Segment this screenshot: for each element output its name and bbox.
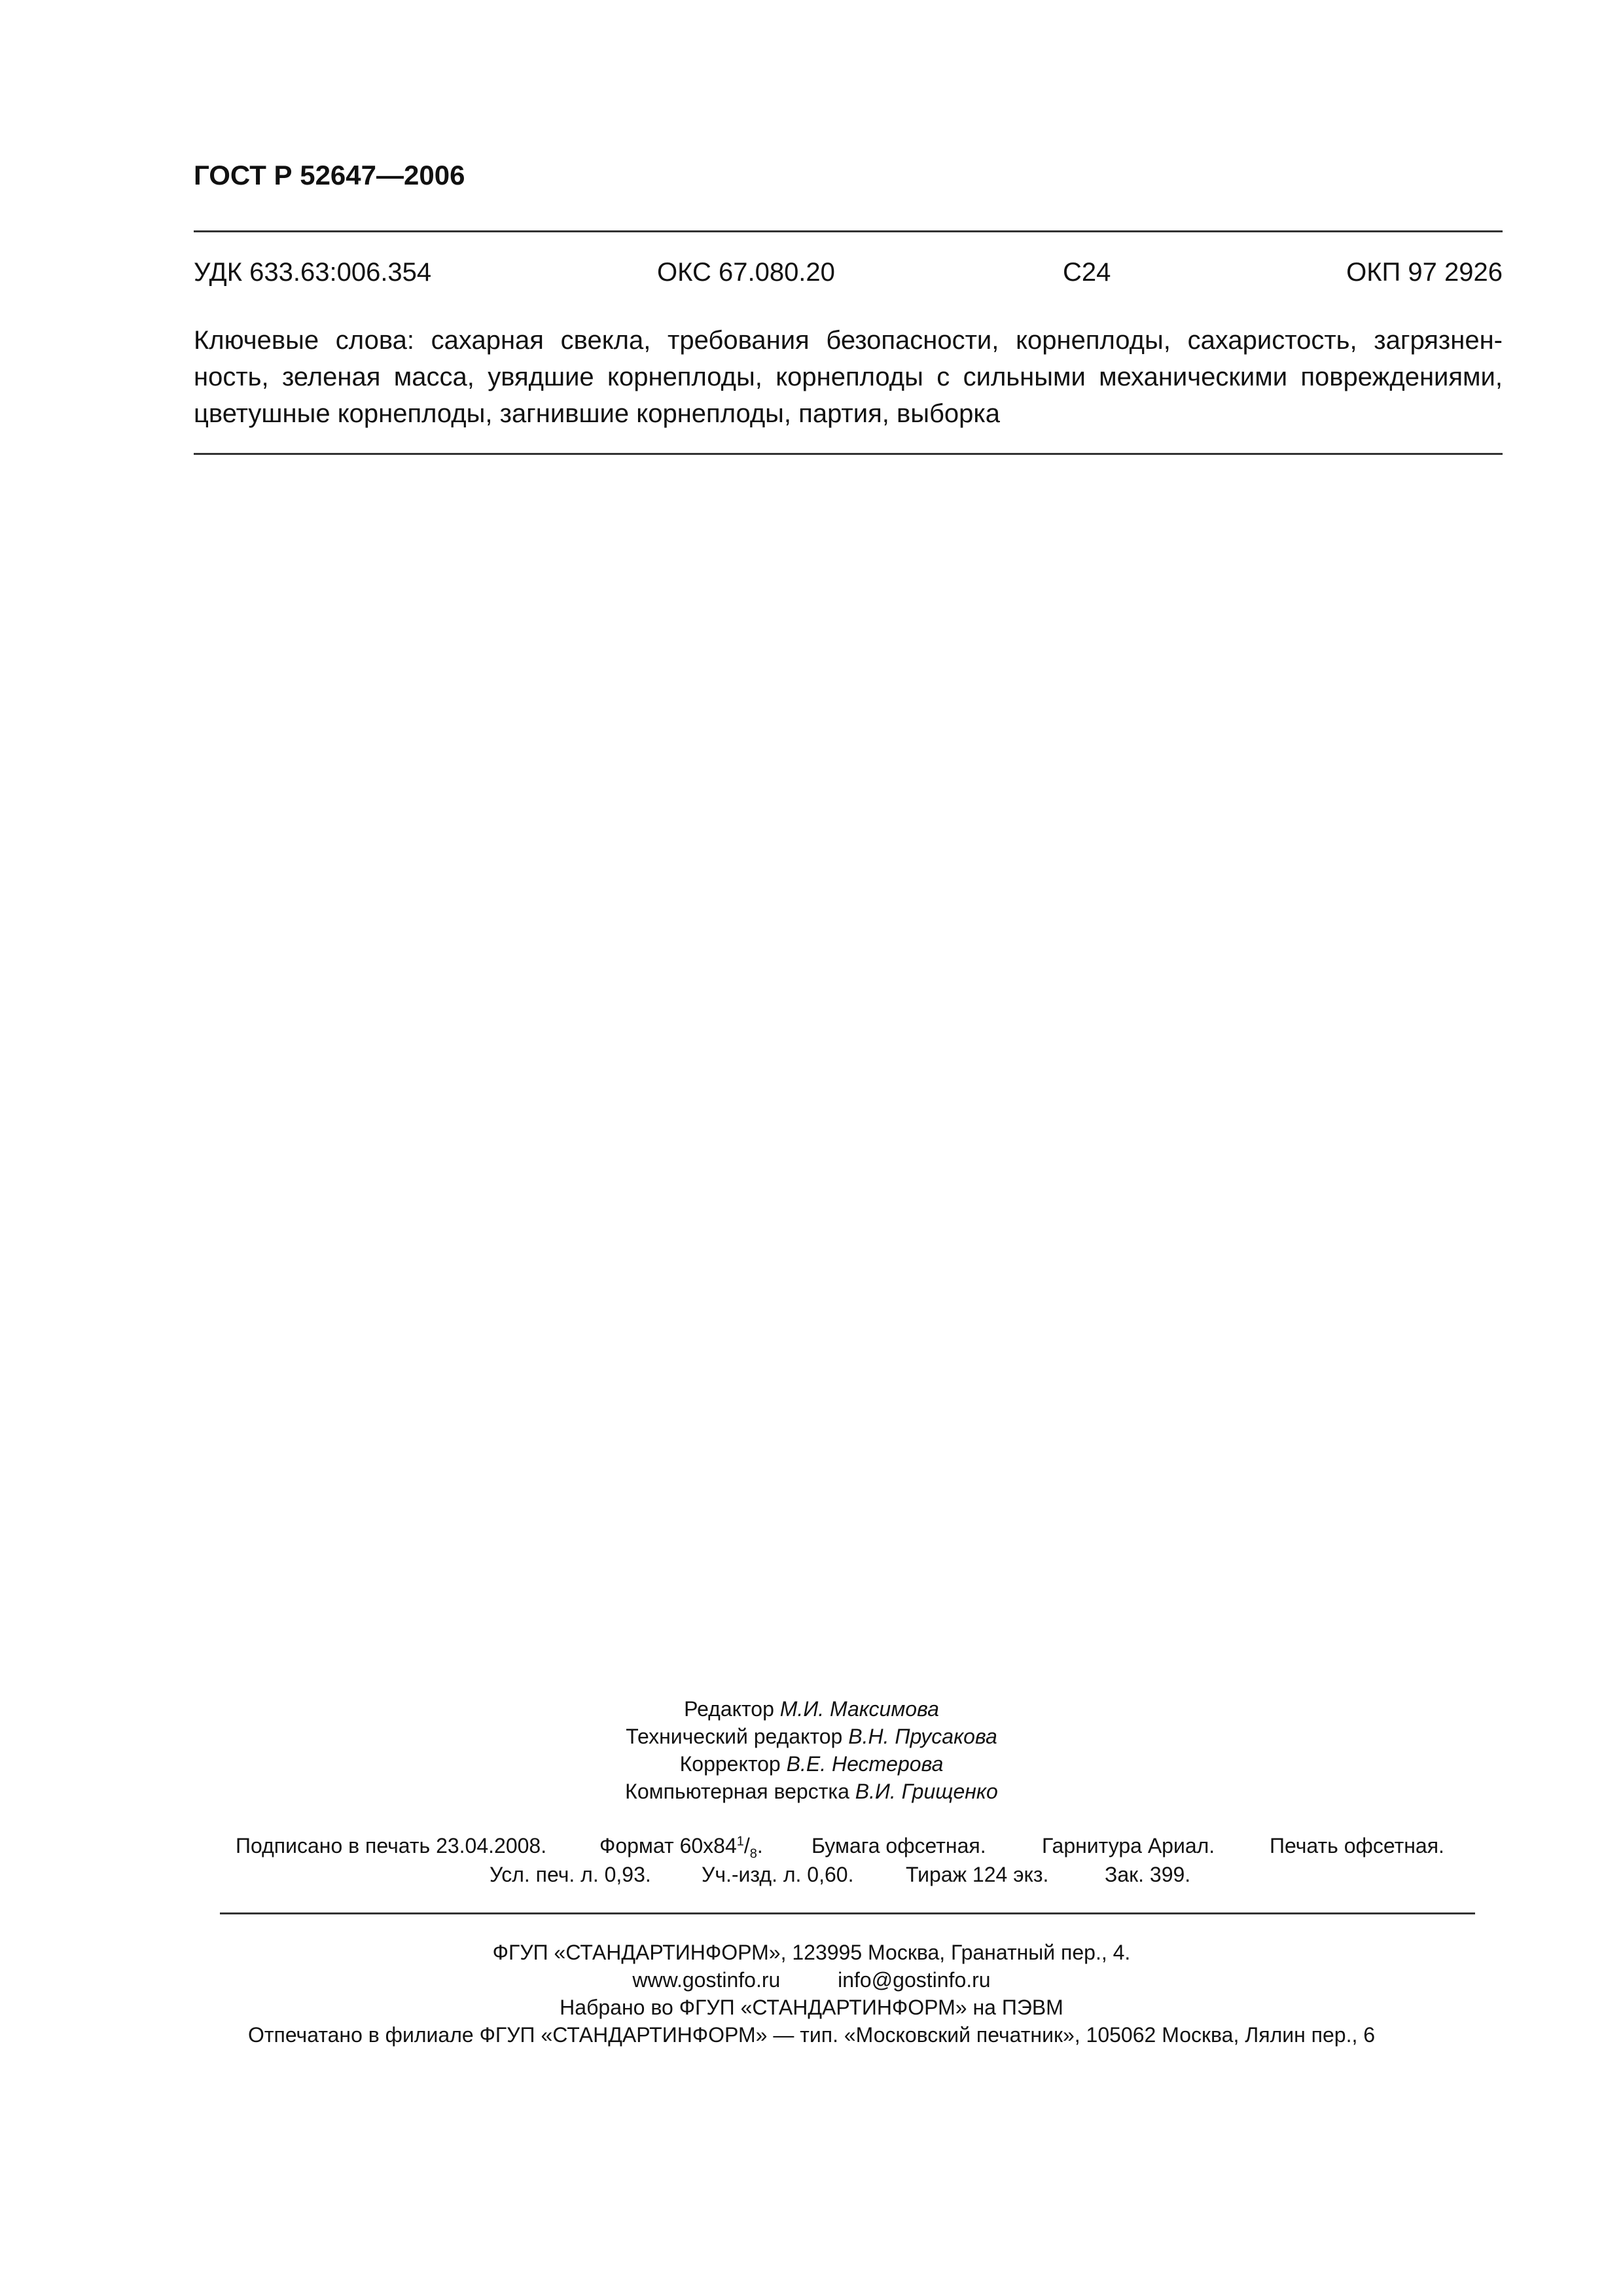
format-separator: / bbox=[743, 1834, 750, 1857]
keywords-line: цветушные корнеплоды, загнившие корнеплоды, партия, выборка bbox=[194, 399, 1001, 428]
order-number: Зак. 399. bbox=[1105, 1863, 1191, 1886]
publisher-email: info@gostinfo.ru bbox=[838, 1968, 991, 1992]
printed-note: Отпечатано в филиале ФГУП «СТАНДАРТИНФОРМ» — тип. «Московский печатник», 105062 Москва, Лялин пер., 6 bbox=[247, 2023, 1376, 2047]
credit-label: Технический редактор bbox=[626, 1725, 843, 1748]
publisher-website: www.gostinfo.ru bbox=[632, 1968, 781, 1992]
document-id: ГОСТ Р 52647—2006 bbox=[194, 160, 465, 190]
keywords-line: Ключевые слова: сахарная свекла, требования безопасности, корнеплоды, сахаристость, загрязнен- bbox=[194, 326, 1503, 355]
credit-label: Редактор bbox=[684, 1697, 774, 1721]
keywords-paragraph bbox=[194, 322, 1503, 432]
keywords-rule bbox=[194, 453, 1503, 455]
credit-label: Компьютерная верстка bbox=[625, 1780, 849, 1803]
keywords-line: ность, зеленая масса, увядшие корнеплоды, корнеплоды с сильными механическими повреждениями, bbox=[194, 363, 1503, 391]
format-numerator: 1 bbox=[736, 1834, 744, 1849]
credit-name: В.И. Грищенко bbox=[855, 1780, 998, 1803]
credit-corrector bbox=[0, 1750, 1623, 1778]
publisher-contacts bbox=[0, 1966, 1623, 1994]
credit-name: В.Н. Прусакова bbox=[848, 1725, 997, 1748]
group-code: С24 bbox=[1063, 258, 1111, 287]
print-sheets: Усл. печ. л. 0,93. bbox=[490, 1863, 651, 1886]
print-run: Тираж 124 экз. bbox=[906, 1863, 1049, 1886]
paper-format bbox=[599, 1834, 763, 1861]
printing-method: Печать офсетная. bbox=[1270, 1834, 1444, 1857]
imprint-rule bbox=[220, 1912, 1475, 1914]
typeface: Гарнитура Ариал. bbox=[1042, 1834, 1215, 1857]
udk-code: УДК 633.63:006.354 bbox=[194, 258, 432, 287]
header-rule bbox=[194, 230, 1503, 232]
publisher-address: ФГУП «СТАНДАРТИНФОРМ», 123995 Москва, Гранатный пер., 4. bbox=[492, 1941, 1131, 1964]
classification-codes bbox=[194, 258, 1503, 291]
typeset-note: Набрано во ФГУП «СТАНДАРТИНФОРМ» на ПЭВМ bbox=[560, 1996, 1063, 2019]
credit-name: В.Е. Нестерова bbox=[786, 1752, 944, 1776]
publishing-sheets: Уч.-изд. л. 0,60. bbox=[702, 1863, 854, 1886]
format-end: . bbox=[757, 1834, 763, 1857]
credit-layout bbox=[0, 1778, 1623, 1805]
publisher-imprint bbox=[0, 1939, 1623, 2049]
credit-label: Корректор bbox=[679, 1752, 781, 1776]
format-denominator: 8 bbox=[749, 1846, 757, 1861]
credit-name: М.И. Максимова bbox=[779, 1697, 939, 1721]
credit-tech-editor bbox=[0, 1723, 1623, 1750]
signed-date: Подписано в печать 23.04.2008. bbox=[236, 1834, 547, 1857]
okp-code: ОКП 97 2926 bbox=[1346, 258, 1503, 287]
credit-editor bbox=[0, 1695, 1623, 1723]
oks-code: ОКС 67.080.20 bbox=[657, 258, 835, 287]
editorial-credits bbox=[0, 1695, 1623, 1805]
format-prefix: Формат 60x84 bbox=[599, 1834, 737, 1857]
paper-type: Бумага офсетная. bbox=[812, 1834, 986, 1857]
